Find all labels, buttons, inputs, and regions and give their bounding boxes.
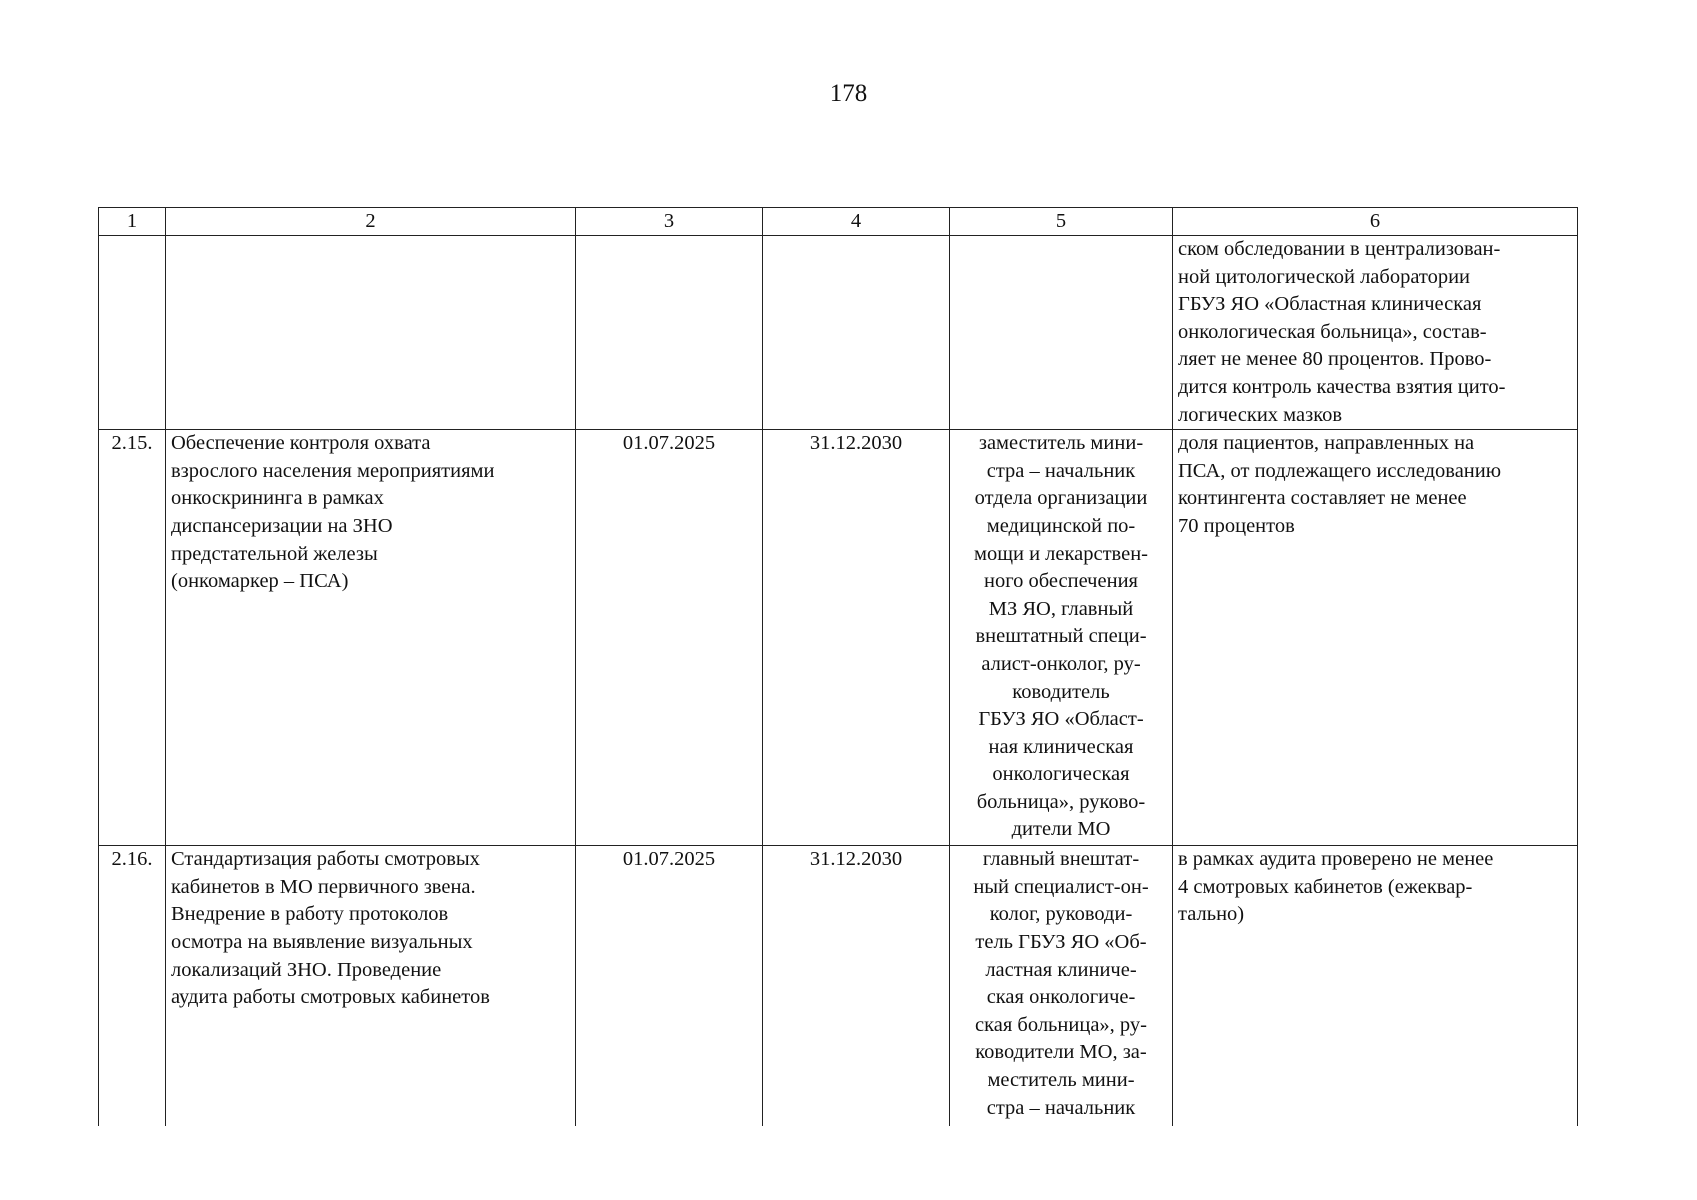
end-date-cell: 31.12.2030 bbox=[763, 430, 950, 846]
plan-table bbox=[98, 207, 1578, 1126]
table-row bbox=[99, 430, 1578, 846]
result-cell: доля пациентов, направленных на ПСА, от подлежащего исследованию контингента составляет не менее 70 процентов bbox=[1173, 430, 1578, 846]
table-row bbox=[99, 236, 1578, 430]
end-date-cell bbox=[763, 236, 950, 430]
row-number-cell bbox=[99, 236, 166, 430]
measure-cell: Обеспечение контроля охвата взрослого населения мероприятиями онкоскрининга в рамках диспансеризации на ЗНО предстательной железы (онкомаркер – ПСА) bbox=[166, 430, 576, 846]
column-header: 5 bbox=[950, 208, 1173, 236]
responsible-cell bbox=[950, 236, 1173, 430]
column-header: 1 bbox=[99, 208, 166, 236]
row-number-cell: 2.16. bbox=[99, 846, 166, 1126]
measure-cell: Стандартизация работы смотровых кабинетов в МО первичного звена. Внедрение в работу протоколов осмотра на выявление визуальных локализаций ЗНО. Проведение аудита работы смотровых кабинетов bbox=[166, 846, 576, 1126]
column-header: 2 bbox=[166, 208, 576, 236]
measure-cell bbox=[166, 236, 576, 430]
result-cell: в рамках аудита проверено не менее 4 смотровых кабинетов (ежеквар- тально) bbox=[1173, 846, 1578, 1126]
table-header-row bbox=[99, 208, 1578, 236]
start-date-cell bbox=[576, 236, 763, 430]
result-cell: ском обследовании в централизован- ной цитологической лаборатории ГБУЗ ЯО «Областная клиническая онкологическая больница», состав- ляет не менее 80 процентов. Прово- дится контроль качества взятия цито- логических мазков bbox=[1173, 236, 1578, 430]
end-date-cell: 31.12.2030 bbox=[763, 846, 950, 1126]
page-number: 178 bbox=[829, 80, 868, 107]
column-header: 3 bbox=[576, 208, 763, 236]
start-date-cell: 01.07.2025 bbox=[576, 430, 763, 846]
column-header: 6 bbox=[1173, 208, 1578, 236]
start-date-cell: 01.07.2025 bbox=[576, 846, 763, 1126]
table-row bbox=[99, 846, 1578, 1126]
responsible-cell: главный внештат- ный специалист-он- колог, руководи- тель ГБУЗ ЯО «Об- ластная клиниче- ская онкологиче- ская больница», ру- ководители МО, за- меститель мини- стра – начальник bbox=[950, 846, 1173, 1126]
responsible-cell: заместитель мини- стра – начальник отдела организации медицинской по- мощи и лекарствен- ного обеспечения МЗ ЯО, главный внештатный специ- алист-онколог, ру- ководитель ГБУЗ ЯО «Област- ная клиническая онкологическая больница», руково- дители МО bbox=[950, 430, 1173, 846]
column-header: 4 bbox=[763, 208, 950, 236]
row-number-cell: 2.15. bbox=[99, 430, 166, 846]
